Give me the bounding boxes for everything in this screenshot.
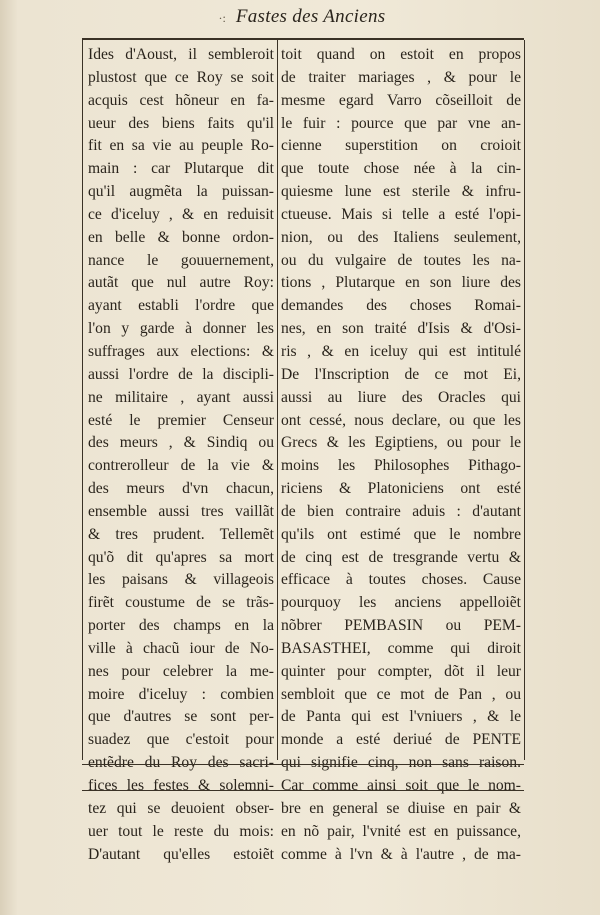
text-line: plustost que ce Roy se soit — [88, 68, 274, 86]
text-line: tez qui se deuoient obser- — [88, 799, 274, 817]
text-line: nance le gouuernement, — [88, 251, 274, 269]
text-line: bre en general se diuise en pair & — [281, 799, 521, 817]
text-line: acquis cest hõneur en fa- — [88, 91, 274, 109]
left-column — [88, 44, 274, 866]
text-line: ou du vulgaire de toutes les na- — [281, 251, 521, 269]
right-frame-rule — [524, 40, 525, 760]
text-line: en nõ pair, l'vnité est en puissance, — [281, 822, 521, 840]
text-line: suffrages aux elections: & — [88, 342, 274, 360]
text-line: D'autant qu'elles estoiẽt — [88, 845, 274, 863]
text-line: main : car Plutarque dit — [88, 160, 274, 178]
text-line: riciens & Platoniciens ont esté — [281, 480, 521, 498]
text-line: en belle & bonne ordon- — [88, 228, 274, 246]
text-line: suadez que c'estoit pour — [88, 731, 274, 749]
text-line: ville à chacũ iour de No- — [88, 639, 274, 657]
text-line: De l'Inscription de ce mot Ei, — [281, 365, 521, 383]
text-line: fices les festes & solemni- — [88, 777, 274, 794]
bottom-rule — [82, 764, 524, 765]
top-rule — [82, 38, 524, 40]
text-line: que toute chose née à la cin- — [281, 160, 521, 178]
text-line: qu'il augmẽta la puissan- — [88, 183, 274, 201]
text-line: ensemble aussi tres vaillãt — [88, 502, 274, 520]
running-header — [82, 6, 522, 34]
text-line: ne militaire , ayant aussi — [88, 388, 274, 406]
text-line: que d'autres se sont per- — [88, 708, 274, 726]
text-line: ayant establi l'ordre que — [88, 297, 274, 315]
text-line: sembloit que ce mot de Pan , ou — [281, 685, 521, 703]
text-line: quiesme lune est sterile & infru- — [281, 183, 521, 201]
text-line: de traiter mariages , & pour le — [281, 68, 521, 86]
text-line: porter des champs en la — [88, 617, 274, 635]
text-line: moins les Philosophes Pithago- — [281, 457, 521, 475]
text-line: moire d'iceluy : combien — [88, 685, 274, 703]
text-line: esté le premier Censeur — [88, 411, 274, 429]
text-line: nes, en son traité d'Isis & d'Osi- — [281, 320, 521, 338]
column-divider — [277, 40, 278, 760]
header-title: Fastes des Anciens — [235, 6, 386, 27]
text-line: entẽdre du Roy des sacri- — [88, 754, 274, 772]
text-line: Grecs & les Egiptiens, ou pour le — [281, 434, 521, 452]
text-line: ont cessé, nous declare, ou que les — [281, 411, 521, 429]
text-line: autãt que nul autre Roy: — [88, 274, 274, 292]
header-ornament: ·: — [218, 11, 226, 25]
text-line: de cinq est de tresgrande vertu & — [281, 548, 521, 566]
text-line: de Panta qui est l'vniuers , & le — [281, 708, 521, 726]
text-line: qu'ils ont estimé que le nombre — [281, 525, 521, 543]
text-line: monde a esté deriué de PENTE — [281, 731, 521, 749]
text-line: qui signifie cinq, non sans raison. — [281, 754, 521, 772]
text-line: mesme egard Varro cõseilloit de — [281, 91, 521, 109]
text-line: aussi l'ordre de la discipli- — [88, 365, 274, 383]
text-line: des meurs , & Sindiq ou — [88, 434, 274, 452]
text-line: de bien contraire aduis : d'autant — [281, 502, 521, 520]
text-line: quinter pour compter, dõt il leur — [281, 662, 521, 680]
text-line: aussi au liure des Oracles qui — [281, 388, 521, 406]
text-line: nõbrer PEMBASIN ou PEM- — [281, 617, 521, 635]
right-column — [281, 44, 521, 866]
text-line: Ides d'Aoust, il sembleroit — [88, 46, 274, 63]
text-line: les paisans & villageois — [88, 571, 274, 589]
left-frame-rule — [82, 40, 83, 760]
text-line: qu'õ dit qu'apres sa mort — [88, 548, 274, 566]
text-line: comme à l'vn & à l'autre , de ma- — [281, 845, 521, 863]
text-line: nes pour celebrer la me- — [88, 662, 274, 680]
text-line: & tres prudent. Tellemẽt — [88, 525, 274, 543]
text-line: uer tout le reste du mois: — [88, 822, 274, 840]
text-line: ueur des biens faits qu'il — [88, 114, 274, 132]
text-line: le fuir : pource que par vne an- — [281, 114, 521, 132]
text-line: Car comme ainsi soit que le nom- — [281, 777, 521, 794]
text-line: firẽt coustume de se trãs- — [88, 594, 274, 612]
text-line: des meurs d'vn chacun, — [88, 480, 274, 498]
text-line: cienne superstition on croioit — [281, 137, 521, 155]
text-line: nion, ou des Italiens seulement, — [281, 228, 521, 246]
text-line: toit quand on estoit en propos — [281, 46, 521, 63]
text-line: pourquoy les anciens appelloiẽt — [281, 594, 521, 612]
footer-rule — [82, 790, 524, 791]
text-line: tions , Plutarque en son liure des — [281, 274, 521, 292]
text-line: fit en sa vie au peuple Ro- — [88, 137, 274, 155]
text-line: l'on y garde à donner les — [88, 320, 274, 338]
text-line: ris , & en iceluy qui est intitulé — [281, 342, 521, 360]
text-line: contrerolleur de la vie & — [88, 457, 274, 475]
text-line: BASASTHEI, comme qui diroit — [281, 639, 521, 657]
text-line: demandes des choses Romai- — [281, 297, 521, 315]
text-line: efficace à toutes choses. Cause — [281, 571, 521, 589]
text-line: ctueuse. Mais si telle a esté l'opi- — [281, 205, 521, 223]
text-line: ce d'iceluy , & en reduisit — [88, 205, 274, 223]
